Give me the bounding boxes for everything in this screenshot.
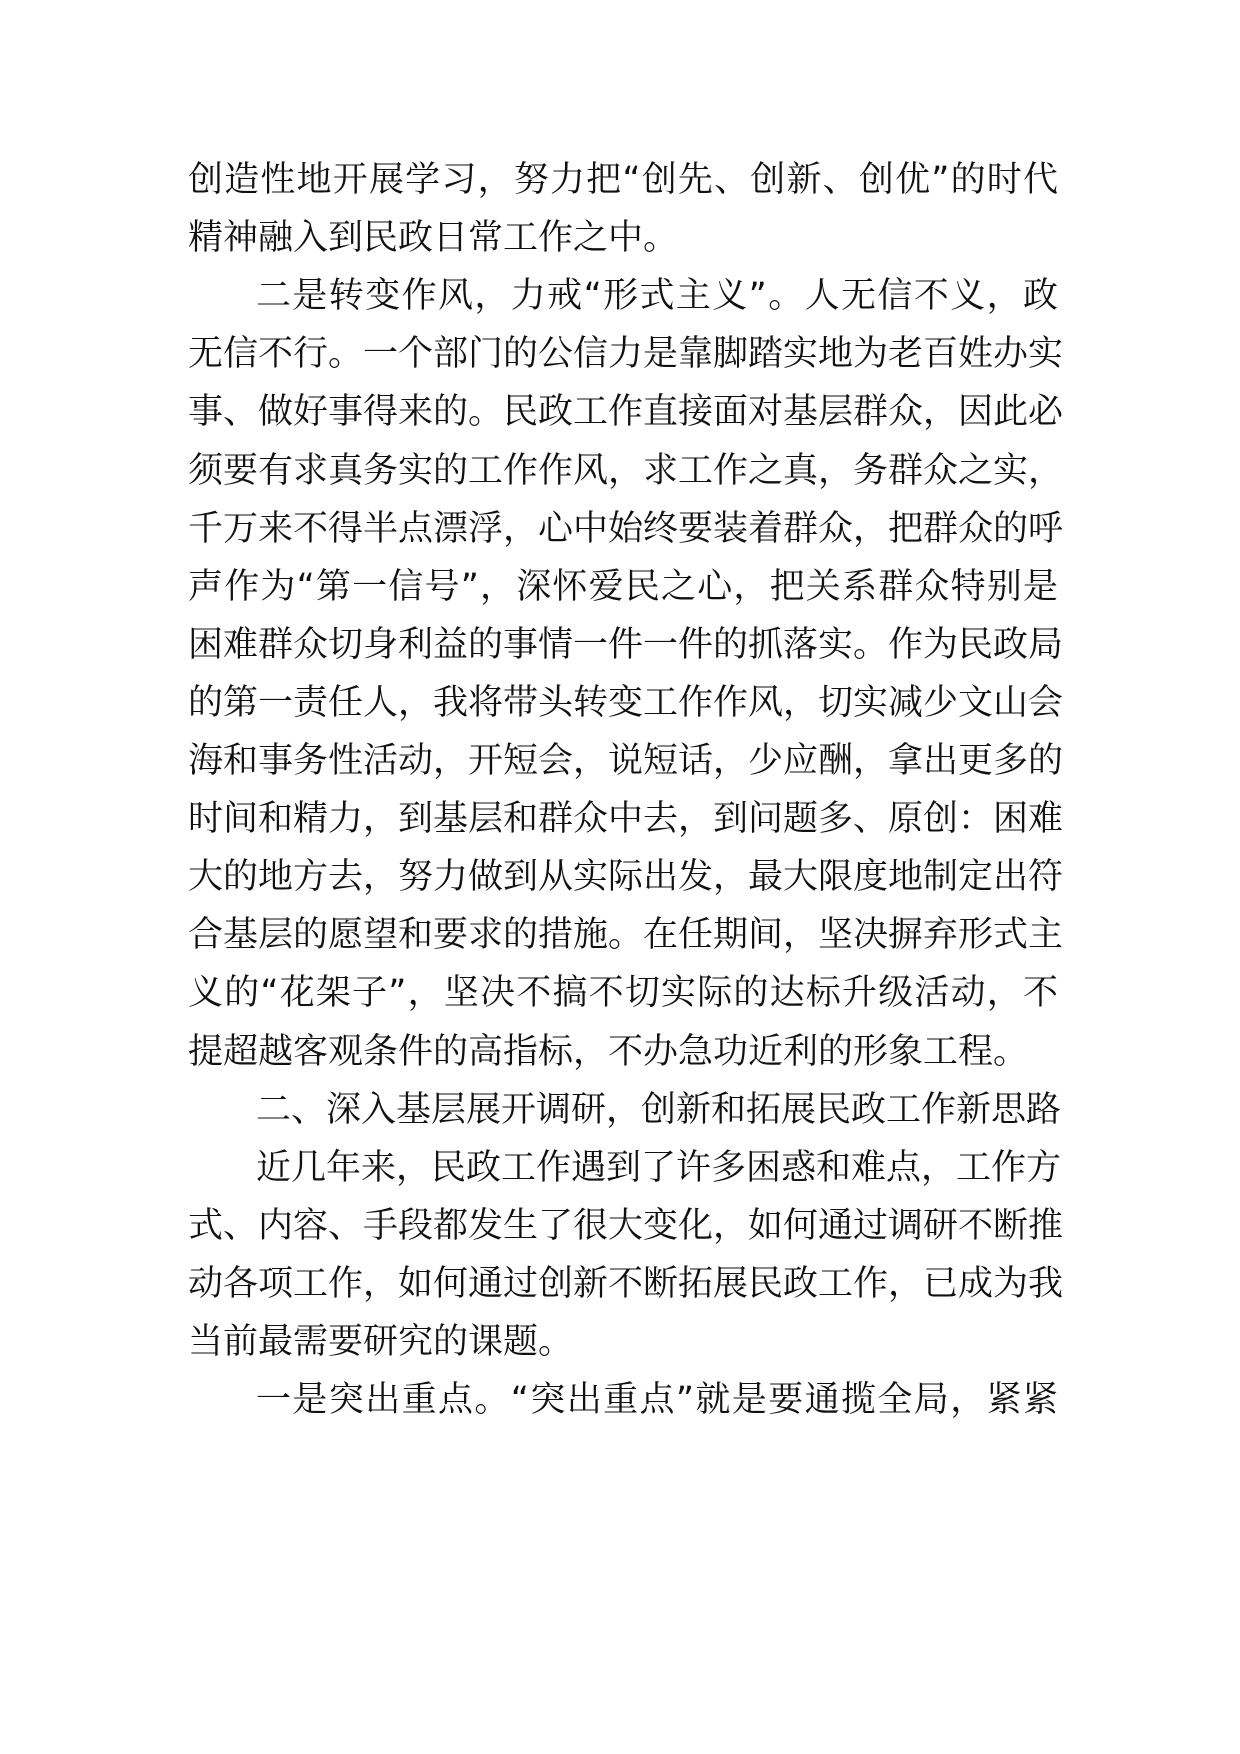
text-line: 千万来不得半点漂浮，心中始终要装着群众，把群众的呼 bbox=[188, 509, 1064, 549]
text-line: 声作为“第一信号”，深怀爱民之心，把关系群众特别是 bbox=[188, 567, 1058, 607]
text-line: 事、做好事得来的。民政工作直接面对基层群众，因此必 bbox=[188, 392, 1064, 432]
text-line: 大的地方去，努力做到从实际出发，最大限度地制定出符 bbox=[188, 857, 1064, 897]
text-line: 须要有求真务实的工作作风，求工作之真，务群众之实， bbox=[188, 451, 1064, 491]
text-line: 二是转变作风，力戒“形式主义”。人无信不义，政 bbox=[256, 276, 1058, 316]
text-line: 困难群众切身利益的事情一件一件的抓落实。作为民政局 bbox=[188, 625, 1064, 665]
text-line: 创造性地开展学习，努力把“创先、创新、创优”的时代 bbox=[188, 160, 1058, 200]
text-line: 时间和精力，到基层和群众中去，到问题多、原创：困难 bbox=[188, 799, 1064, 839]
text-line: 动各项工作，如何通过创新不断拓展民政工作，已成为我 bbox=[188, 1264, 1064, 1304]
text-line: 当前最需要研究的课题。 bbox=[188, 1322, 574, 1362]
text-line: 海和事务性活动，开短会，说短话，少应酬，拿出更多的 bbox=[188, 741, 1064, 781]
text-line: 合基层的愿望和要求的措施。在任期间，坚决摒弃形式主 bbox=[188, 915, 1064, 955]
text-line: 式、内容、手段都发生了很大变化，如何通过调研不断推 bbox=[188, 1206, 1064, 1246]
text-line: 近几年来，民政工作遇到了许多困惑和难点，工作方 bbox=[256, 1148, 1062, 1188]
text-line: 一是突出重点。“突出重点”就是要通揽全局，紧紧 bbox=[256, 1380, 1058, 1420]
text-line: 无信不行。一个部门的公信力是靠脚踏实地为老百姓办实 bbox=[188, 334, 1064, 374]
text-line: 提超越客观条件的高指标，不办急功近利的形象工程。 bbox=[188, 1032, 1029, 1072]
text-line: 精神融入到民政日常工作之中。 bbox=[188, 218, 679, 258]
text-line: 二、深入基层展开调研，创新和拓展民政工作新思路 bbox=[256, 1090, 1062, 1130]
text-line: 义的“花架子”，坚决不搞不切实际的达标升级活动，不 bbox=[188, 973, 1058, 1013]
text-line: 的第一责任人，我将带头转变工作作风，切实减少文山会 bbox=[188, 683, 1064, 723]
